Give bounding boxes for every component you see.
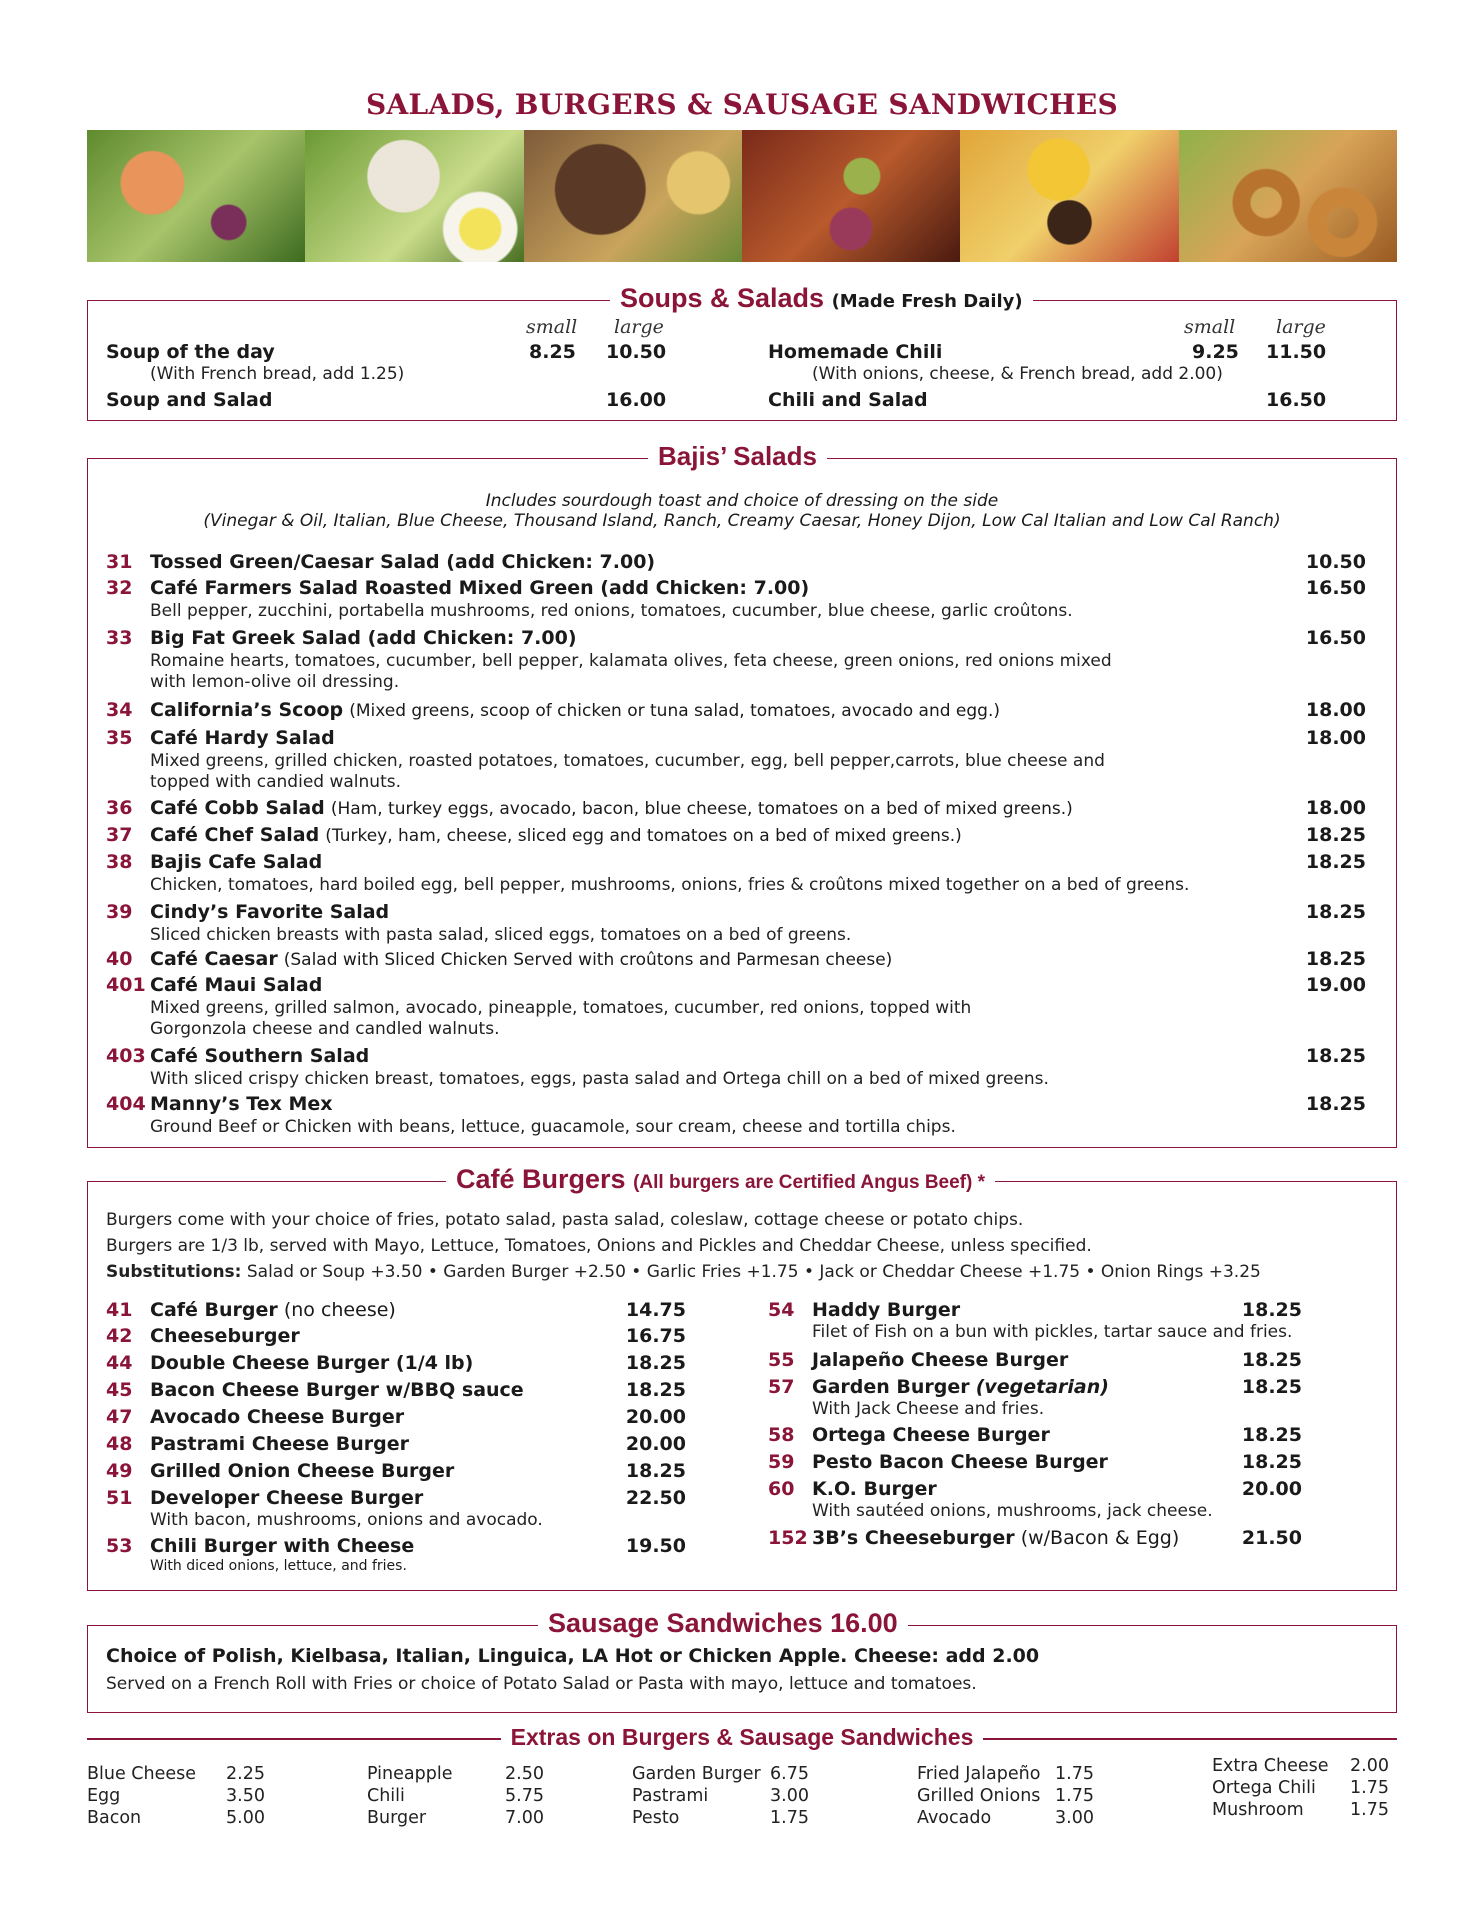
item-name: 3B’s Cheeseburger xyxy=(812,1527,1015,1549)
extra-name: Mushroom xyxy=(1212,1800,1304,1820)
item-price: 18.25 xyxy=(1305,851,1366,873)
item-inline-desc: (Mixed greens, scoop of chicken or tuna salad, tomatoes, avocado and egg.) xyxy=(349,701,1001,721)
item-price: 16.50 xyxy=(1305,627,1366,649)
item-price: 19.50 xyxy=(625,1535,686,1557)
item-name-line xyxy=(150,1299,396,1321)
item-description: Mixed greens, grilled salmon, avocado, pineapple, tomatoes, cucumber, red onions, topped with xyxy=(150,998,972,1018)
item-name: Bajis Cafe Salad xyxy=(150,851,323,873)
item-inline-desc: (Turkey, ham, cheese, sliced egg and tomatoes on a bed of mixed greens.) xyxy=(325,826,962,846)
item-name-line xyxy=(150,974,322,996)
item-price: 18.25 xyxy=(1305,1093,1366,1115)
item-name-line xyxy=(150,901,389,923)
sausage-section xyxy=(87,1608,1397,1713)
item-name: Chili Burger with Cheese xyxy=(150,1535,415,1557)
item-number: 58 xyxy=(768,1424,795,1446)
item-name-line xyxy=(150,1379,524,1401)
item-name: Pesto Bacon Cheese Burger xyxy=(812,1451,1108,1473)
item-description: Mixed greens, grilled chicken, roasted potatoes, tomatoes, cucumber, egg, bell pepper,carrots, blue cheese and xyxy=(150,751,1105,771)
item-description: With Jack Cheese and fries. xyxy=(812,1399,1045,1419)
item-number: 403 xyxy=(106,1045,146,1067)
item-name-line xyxy=(812,1451,1108,1473)
extra-price: 1.75 xyxy=(1350,1800,1389,1820)
extra-price: 3.50 xyxy=(226,1786,265,1806)
item-description: With sliced crispy chicken breast, tomatoes, eggs, pasta salad and Ortega chill on a bed of mixed greens. xyxy=(150,1069,1049,1089)
item-inline-desc: (no cheese) xyxy=(283,1299,396,1321)
item-name: Ortega Cheese Burger xyxy=(812,1424,1050,1446)
item-number: 57 xyxy=(768,1376,795,1398)
item-name-line xyxy=(150,1535,414,1557)
item-name: Café Cobb Salad xyxy=(150,797,325,819)
item-number: 40 xyxy=(106,948,133,970)
item-number: 59 xyxy=(768,1451,795,1473)
item-name-line xyxy=(150,1433,409,1455)
extra-price: 1.75 xyxy=(1350,1778,1389,1798)
item-name: Café Maui Salad xyxy=(150,974,323,996)
item-name-line xyxy=(150,1460,454,1482)
item-number: 42 xyxy=(106,1325,133,1347)
item-number: 55 xyxy=(768,1349,795,1371)
item-price: 18.00 xyxy=(1305,727,1366,749)
item-price: 18.25 xyxy=(625,1352,686,1374)
food-photo-strip xyxy=(87,130,1397,262)
item-number: 38 xyxy=(106,851,133,873)
extra-name: Chili xyxy=(367,1786,405,1806)
item-description: Chicken, tomatoes, hard boiled egg, bell pepper, mushrooms, onions, fries & croûtons mixed together on a bed of greens. xyxy=(150,875,1190,895)
item-name: Grilled Onion Cheese Burger xyxy=(150,1460,455,1482)
item-name: California’s Scoop xyxy=(150,699,344,721)
burgers-title: Café Burgers (All burgers are Certified Angus Beef) * xyxy=(446,1164,995,1195)
item-name-line xyxy=(812,1424,1050,1446)
extra-name: Egg xyxy=(87,1786,121,1806)
chili-and-salad-price: 16.50 xyxy=(1266,389,1327,411)
item-name-line xyxy=(150,824,962,846)
item-number: 32 xyxy=(106,577,133,599)
item-number: 404 xyxy=(106,1093,146,1115)
item-name-line xyxy=(150,1325,300,1347)
item-name: Garden Burger xyxy=(812,1376,970,1398)
chili-note: (With onions, cheese, & French bread, add 2.00) xyxy=(812,364,1223,384)
soup-large-price: 10.50 xyxy=(606,341,667,363)
item-price: 18.25 xyxy=(1305,901,1366,923)
item-name: Café Farmers Salad Roasted Mixed Green (add Chicken: 7.00) xyxy=(150,577,810,599)
burgers-sides-intro: Burgers come with your choice of fries, potato salad, pasta salad, coleslaw, cottage cheese or potato chips. xyxy=(106,1210,1024,1230)
chili-small-price: 9.25 xyxy=(1192,341,1239,363)
item-name-line xyxy=(150,577,809,599)
extra-name: Fried Jalapeño xyxy=(917,1764,1041,1784)
item-name-line xyxy=(812,1478,937,1500)
item-name-line xyxy=(812,1299,960,1321)
item-number: 53 xyxy=(106,1535,133,1557)
item-number: 31 xyxy=(106,551,133,573)
item-name-line xyxy=(150,1487,423,1509)
item-name-line xyxy=(812,1527,1179,1549)
extra-name: Blue Cheese xyxy=(87,1764,197,1784)
extra-price: 5.75 xyxy=(505,1786,544,1806)
bacon-burger-photo xyxy=(742,130,960,262)
item-price: 22.50 xyxy=(625,1487,686,1509)
sausage-served: Served on a French Roll with Fries or choice of Potato Salad or Pasta with mayo, lettuce and tomatoes. xyxy=(106,1674,977,1694)
extra-name: Bacon xyxy=(87,1808,142,1828)
item-name: Tossed Green/Caesar Salad (add Chicken: 7.00) xyxy=(150,551,656,573)
item-name: Haddy Burger xyxy=(812,1299,961,1321)
item-name: Jalapeño Cheese Burger xyxy=(812,1349,1069,1371)
item-name: Café Caesar xyxy=(150,948,278,970)
item-description: With bacon, mushrooms, onions and avocado. xyxy=(150,1510,543,1530)
item-description: Gorgonzola cheese and candled walnuts. xyxy=(150,1019,500,1039)
extra-name: Pesto xyxy=(632,1808,680,1828)
item-price: 18.25 xyxy=(1305,824,1366,846)
soup-of-the-day: Soup of the day xyxy=(106,341,275,363)
item-name-line xyxy=(150,948,892,970)
item-price: 18.00 xyxy=(1305,699,1366,721)
item-price: 18.25 xyxy=(1241,1451,1302,1473)
item-name: Cindy’s Favorite Salad xyxy=(150,901,390,923)
item-number: 49 xyxy=(106,1460,133,1482)
item-description: Sliced chicken breasts with pasta salad, sliced eggs, tomatoes on a bed of greens. xyxy=(150,925,852,945)
item-description: With diced onions, lettuce, and fries. xyxy=(150,1558,407,1574)
item-name: K.O. Burger xyxy=(812,1478,937,1500)
item-price: 18.25 xyxy=(625,1460,686,1482)
item-name-line xyxy=(150,627,577,649)
extra-price: 2.00 xyxy=(1350,1756,1389,1776)
extra-name: Pastrami xyxy=(632,1786,709,1806)
extra-name: Ortega Chili xyxy=(1212,1778,1316,1798)
item-price: 18.25 xyxy=(1241,1424,1302,1446)
cheeseburger-fries-photo xyxy=(960,130,1178,262)
item-name-line xyxy=(150,1093,333,1115)
item-price: 18.25 xyxy=(625,1379,686,1401)
item-price: 10.50 xyxy=(1305,551,1366,573)
item-name: Café Chef Salad xyxy=(150,824,320,846)
item-name-line xyxy=(150,797,1073,819)
onion-rings-photo xyxy=(1179,130,1397,262)
item-price: 16.75 xyxy=(625,1325,686,1347)
item-number: 401 xyxy=(106,974,146,996)
extras-title: Extras on Burgers & Sausage Sandwiches xyxy=(0,1724,1484,1751)
item-description: Bell pepper, zucchini, portabella mushrooms, red onions, tomatoes, cucumber, blue cheese, garlic croûtons. xyxy=(150,601,1073,621)
extra-price: 1.75 xyxy=(1055,1764,1094,1784)
salads-title: Bajis’ Salads xyxy=(648,441,827,472)
extra-price: 5.00 xyxy=(226,1808,265,1828)
soup-small-price: 8.25 xyxy=(529,341,576,363)
extra-price: 3.00 xyxy=(770,1786,809,1806)
extra-name: Avocado xyxy=(917,1808,992,1828)
item-name: Bacon Cheese Burger w/BBQ sauce xyxy=(150,1379,524,1401)
chicken-salad-photo xyxy=(305,130,523,262)
salads-intro: Includes sourdough toast and choice of dressing on the side xyxy=(485,491,999,511)
sausage-title: Sausage Sandwiches 16.00 xyxy=(538,1608,908,1639)
extra-name: Grilled Onions xyxy=(917,1786,1041,1806)
sausage-choices: Choice of Polish, Kielbasa, Italian, Linguica, LA Hot or Chicken Apple. Cheese: add 2.00 xyxy=(106,1645,1040,1667)
extra-price: 1.75 xyxy=(1055,1786,1094,1806)
item-inline-desc: (Salad with Sliced Chicken Served with croûtons and Parmesan cheese) xyxy=(283,950,893,970)
item-number: 44 xyxy=(106,1352,133,1374)
soup-and-salad-price: 16.00 xyxy=(606,389,667,411)
item-number: 45 xyxy=(106,1379,133,1401)
item-name: Developer Cheese Burger xyxy=(150,1487,424,1509)
item-name: Café Hardy Salad xyxy=(150,727,335,749)
item-number: 60 xyxy=(768,1478,795,1500)
item-inline-desc: (w/Bacon & Egg) xyxy=(1020,1527,1180,1549)
item-price: 18.00 xyxy=(1305,797,1366,819)
item-number: 54 xyxy=(768,1299,795,1321)
item-name: Café Burger xyxy=(150,1299,278,1321)
item-number: 51 xyxy=(106,1487,133,1509)
item-number: 35 xyxy=(106,727,133,749)
item-name-line xyxy=(150,851,322,873)
item-price: 18.25 xyxy=(1305,1045,1366,1067)
item-number: 41 xyxy=(106,1299,133,1321)
large-label: large xyxy=(1276,316,1326,338)
extra-price: 7.00 xyxy=(505,1808,544,1828)
beef-chips-photo xyxy=(524,130,742,262)
extra-price: 2.25 xyxy=(226,1764,265,1784)
soup-note: (With French bread, add 1.25) xyxy=(150,364,405,384)
burgers-size-intro: Burgers are 1/3 lb, served with Mayo, Lettuce, Tomatoes, Onions and Pickles and Cheddar Cheese, unless specified. xyxy=(106,1236,1092,1256)
item-description: With sautéed onions, mushrooms, jack cheese. xyxy=(812,1501,1213,1521)
extra-price: 2.50 xyxy=(505,1764,544,1784)
homemade-chili: Homemade Chili xyxy=(768,341,943,363)
item-price: 18.25 xyxy=(1241,1299,1302,1321)
extra-price: 1.75 xyxy=(770,1808,809,1828)
item-name: Cheeseburger xyxy=(150,1325,300,1347)
item-description: with lemon-olive oil dressing. xyxy=(150,672,400,692)
burgers-substitutions: Substitutions: Salad or Soup +3.50 • Garden Burger +2.50 • Garlic Fries +1.75 • Jack or Cheddar Cheese +1.75 • Onion Rings +3.25 xyxy=(106,1262,1261,1282)
page-title: SALADS, BURGERS & SAUSAGE SANDWICHES xyxy=(365,88,1118,121)
item-name: Avocado Cheese Burger xyxy=(150,1406,405,1428)
item-price: 18.25 xyxy=(1305,948,1366,970)
item-price: 21.50 xyxy=(1241,1527,1302,1549)
item-name-line xyxy=(150,551,655,573)
extra-name: Burger xyxy=(367,1808,427,1828)
item-name-line xyxy=(150,1406,404,1428)
item-name-line xyxy=(150,727,335,749)
item-number: 37 xyxy=(106,824,133,846)
item-number: 48 xyxy=(106,1433,133,1455)
item-inline-desc: (Ham, turkey eggs, avocado, bacon, blue cheese, tomatoes on a bed of mixed greens.) xyxy=(330,799,1073,819)
item-price: 19.00 xyxy=(1305,974,1366,996)
item-price: 20.00 xyxy=(625,1433,686,1455)
extra-price: 3.00 xyxy=(1055,1808,1094,1828)
item-description: topped with candied walnuts. xyxy=(150,772,401,792)
item-name-line xyxy=(150,699,1000,721)
chili-and-salad: Chili and Salad xyxy=(768,389,928,411)
item-number: 36 xyxy=(106,797,133,819)
item-name: Double Cheese Burger (1/4 lb) xyxy=(150,1352,474,1374)
item-inline-desc: (vegetarian) xyxy=(975,1376,1109,1398)
item-name-line xyxy=(150,1045,369,1067)
dressings-list: (Vinegar & Oil, Italian, Blue Cheese, Thousand Island, Ranch, Creamy Caesar, Honey Dijon, Low Cal Italian and Low Cal Ranch) xyxy=(203,511,1281,531)
item-price: 16.50 xyxy=(1305,577,1366,599)
item-price: 18.25 xyxy=(1241,1349,1302,1371)
item-price: 18.25 xyxy=(1241,1376,1302,1398)
extra-name: Pineapple xyxy=(367,1764,453,1784)
item-price: 20.00 xyxy=(625,1406,686,1428)
item-number: 33 xyxy=(106,627,133,649)
item-number: 34 xyxy=(106,699,133,721)
item-name-line xyxy=(812,1376,1109,1398)
extra-price: 6.75 xyxy=(770,1764,809,1784)
chili-large-price: 11.50 xyxy=(1266,341,1327,363)
small-label: small xyxy=(1184,316,1236,338)
soups-title: Soups & Salads (Made Fresh Daily) xyxy=(610,283,1033,314)
large-label: large xyxy=(614,316,664,338)
item-number: 47 xyxy=(106,1406,133,1428)
item-description: Ground Beef or Chicken with beans, lettuce, guacamole, sour cream, cheese and tortilla chips. xyxy=(150,1117,956,1137)
extra-name: Garden Burger xyxy=(632,1764,761,1784)
item-name-line xyxy=(812,1349,1068,1371)
item-description: Filet of Fish on a bun with pickles, tartar sauce and fries. xyxy=(812,1322,1293,1342)
item-name: Pastrami Cheese Burger xyxy=(150,1433,410,1455)
item-number: 39 xyxy=(106,901,133,923)
soup-and-salad: Soup and Salad xyxy=(106,389,273,411)
item-description: Romaine hearts, tomatoes, cucumber, bell pepper, kalamata olives, feta cheese, green onions, red onions mixed xyxy=(150,651,1112,671)
item-name: Big Fat Greek Salad (add Chicken: 7.00) xyxy=(150,627,577,649)
salmon-salad-photo xyxy=(87,130,305,262)
item-number: 152 xyxy=(768,1527,808,1549)
item-name: Café Southern Salad xyxy=(150,1045,370,1067)
extra-name: Extra Cheese xyxy=(1212,1756,1329,1776)
item-name: Manny’s Tex Mex xyxy=(150,1093,333,1115)
item-price: 14.75 xyxy=(625,1299,686,1321)
item-price: 20.00 xyxy=(1241,1478,1302,1500)
item-name-line xyxy=(150,1352,473,1374)
small-label: small xyxy=(526,316,578,338)
